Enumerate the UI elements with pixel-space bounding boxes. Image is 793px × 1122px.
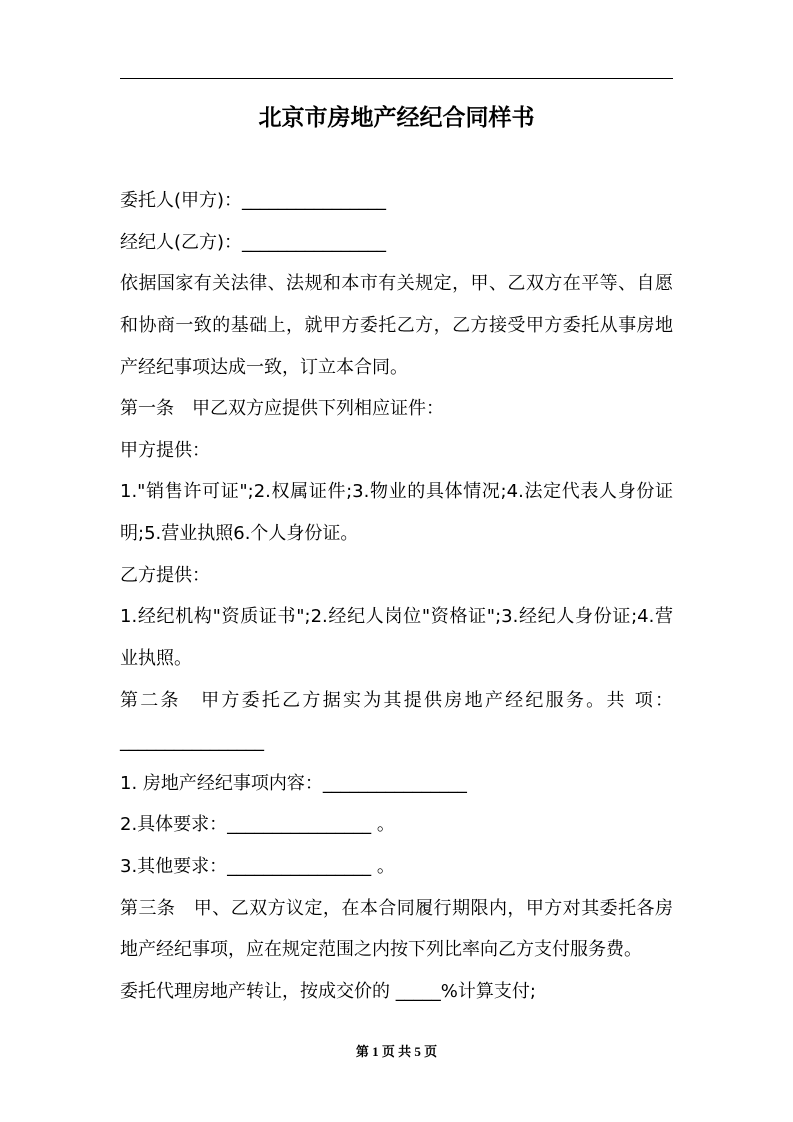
party-a-documents-line-1: 1."销售许可证";2.权属证件;3.物业的具体情况;4.法定代表人身份证 [120,481,673,503]
preamble-line-1: 依据国家有关法律、法规和本市有关规定，甲、乙双方在平等、自愿 [120,273,673,295]
party-b-documents-line-2: 业执照。 [120,647,192,669]
header-rule [120,78,673,79]
party-a-provides-label: 甲方提供： [120,439,210,461]
service-content-field: 1. 房地产经纪事项内容：________________ [120,772,467,794]
commission-rate-line: 委托代理房地产转让，按成交价的 _____%计算支付; [120,980,536,1002]
article-1-heading: 第一条 甲乙双方应提供下列相应证件： [120,398,444,420]
document-body [120,180,673,1013]
article-2-heading: 第二条 甲方委托乙方据实为其提供房地产经纪服务。共 项： [120,689,673,711]
article-3-line-1: 第三条 甲、乙双方议定，在本合同履行期限内，甲方对其委托各房 [120,897,673,919]
article-2-blank: ________________ [120,731,264,753]
party-b-provides-label: 乙方提供： [120,564,210,586]
preamble-line-2: 和协商一致的基础上，就甲方委托乙方，乙方接受甲方委托从事房地 [120,314,673,336]
client-party-a-field: 委托人(甲方)：________________ [120,190,387,211]
preamble-line-3: 产经纪事项达成一致，订立本合同。 [120,356,408,378]
page-number-footer: 第 1 页 共 5 页 [355,1044,438,1059]
document-title: 北京市房地产经纪合同样书 [258,105,535,131]
article-3-line-2: 地产经纪事项，应在规定范围之内按下列比率向乙方支付服务费。 [120,939,642,961]
party-a-documents-line-2: 明;5.营业执照6.个人身份证。 [120,523,359,544]
other-requirements-field: 3.其他要求：________________ 。 [120,856,395,877]
party-b-documents-line-1: 1.经纪机构"资质证书";2.经纪人岗位"资格证";3.经纪人身份证;4.营 [120,606,673,628]
agent-party-b-field: 经纪人(乙方)：________________ [120,231,387,253]
specific-requirements-field: 2.具体要求：________________ 。 [120,814,395,836]
